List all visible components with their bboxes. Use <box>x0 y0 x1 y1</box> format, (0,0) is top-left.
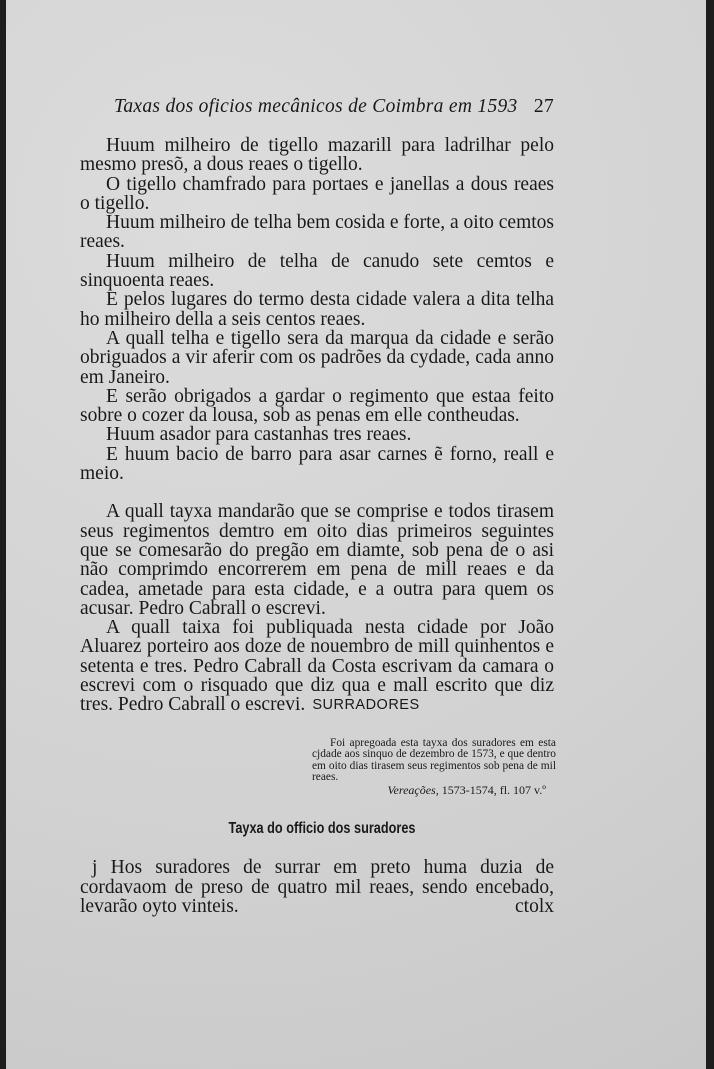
main-text <box>80 136 554 715</box>
citation-source: Vereações, <box>387 783 439 797</box>
paragraph: A quall tayxa mandarão que se comprise e todos tirasem seus regimentos demtro em oito dias primeiros seguintes que se comesarão do pregão em diamte, sob pena de o asi não comprimdo encorrerem em pena de mill reaes e da cadea, ametade para esta cidade, e a outra para quem os acusar. Pedro Cabrall o escrevi. <box>80 501 554 619</box>
editorial-note: Foi apregoada esta tayxa dos suradores em esta cjdade aos sinquo de dezembro de 1573, e que dentro em oito dias tirasem seus regimentos sob pena de mil reaes. <box>312 737 556 783</box>
document-title: Tayxa do officio dos suradores <box>228 820 416 837</box>
final-item-text: j Hos suradores de surrar em preto huma duzia de cordavaom de preso de quatro mil reaes, sendo encebado, levarão oyto vinteis. <box>80 857 554 917</box>
paragraph: A quall telha e tigello sera da marqua da cidade e serão obriguados a vir aferir com os padrões da cydade, cada anno em Janeiro. <box>80 327 554 388</box>
paragraph: E huum bacio de barro para asar carnes ẽ forno, reall e meio. <box>80 443 554 485</box>
paragraph: Huum milheiro de telha de canudo sete cemtos e sinquoenta reaes. <box>80 250 554 292</box>
paragraph: Huum milheiro de telha bem cosida e forte, a oito cemtos reaes. <box>80 212 554 253</box>
citation-detail: 1573-1574, fl. 107 v.º <box>441 783 546 797</box>
paragraph: Huum asador para castanhas tres reaes. <box>106 424 412 446</box>
running-header <box>114 96 554 118</box>
paragraph: A quall taixa foi publiquada nesta cidade por João Aluarez porteiro aos doze de nouembro de mill quinhentos e setenta e tres. Pedro Cabrall da Costa escrivam da camara o escrevi com o risquado que diz qua e mall escrito que diz tres. Pedro Cabrall o escrevi. <box>80 617 554 716</box>
section-title: SURRADORES <box>312 697 420 713</box>
paragraph: E pelos lugares do termo desta cidade valera a dita telha ho milheiro della a seis centos reaes. <box>80 289 554 330</box>
final-item <box>80 858 554 917</box>
paragraph: O tigello chamfrado para portaes e janellas a dous reaes o tigello. <box>80 173 554 214</box>
running-title: Taxas dos oficios mecânicos de Coimbra em 1593 <box>114 96 518 117</box>
book-page <box>6 0 706 1069</box>
paragraph: E serão obrigados a gardar o regimento que estaa feito sobre o cozer da lousa, sob as penas em elle contheudas. <box>80 385 554 427</box>
final-item-amount: ctolx <box>515 896 554 917</box>
citation <box>306 783 546 798</box>
paragraph: Huum milheiro de tigello mazarill para ladrilhar pelo mesmo presõ, a dous reaes o tigello. <box>80 135 554 176</box>
page-number: 27 <box>533 96 554 117</box>
